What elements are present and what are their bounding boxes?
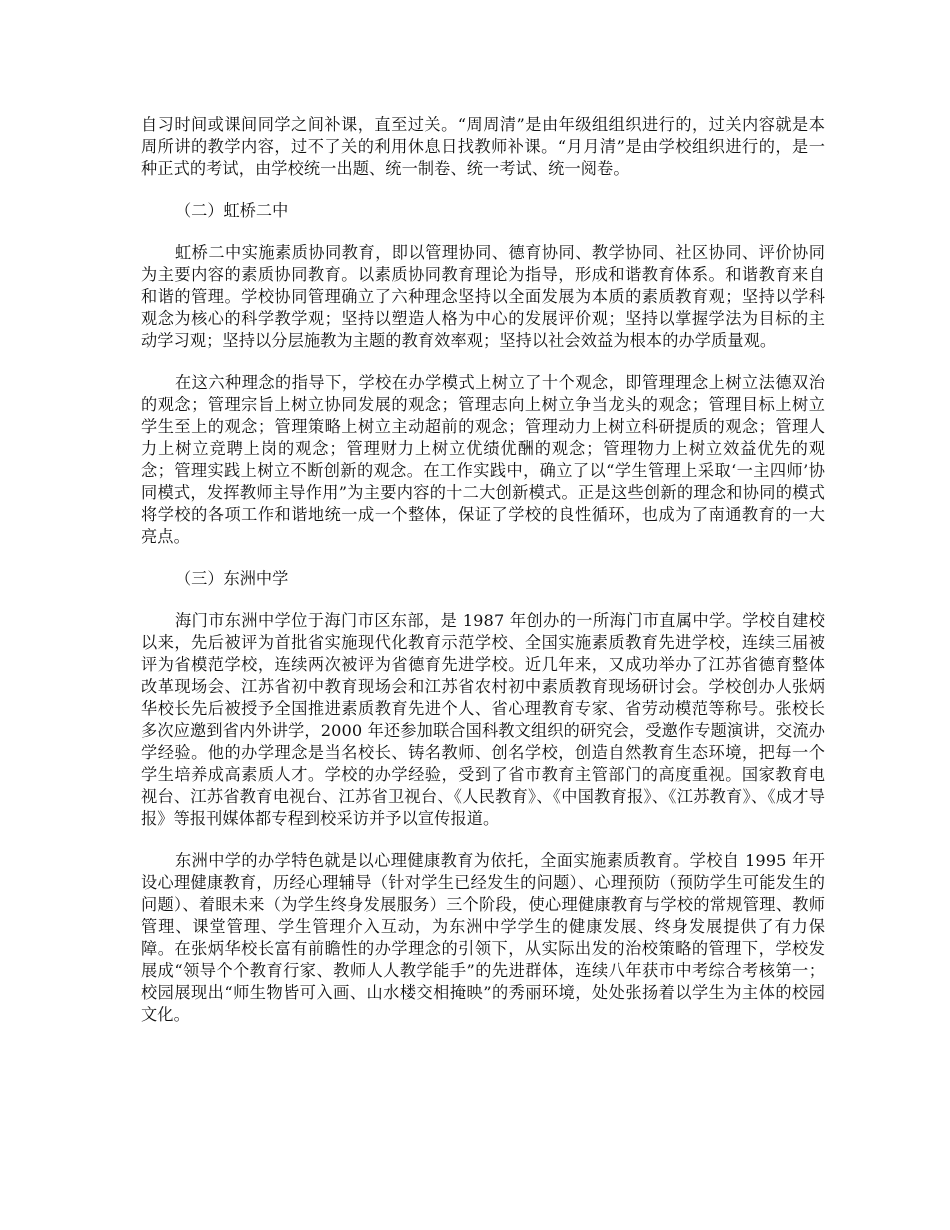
paragraph-continuation: 自习时间或课间同学之间补课，直至过关。“周周清”是由年级组组织进行的，过关内容就是本周所讲的教学内容，过不了关的利用休息日找教师补课。“月月清”是由学校组织进行的，是一种正式的考试，由学校统一出题、统一制卷、统一考试、统一阅卷。: [141, 115, 825, 178]
paragraph-hongqiao-intro: 虹桥二中实施素质协同教育，即以管理协同、德育协同、教学协同、社区协同、评价协同为主要内容的素质协同教育。以素质协同教育理论为指导，形成和谐教育体系。和谐教育来自和谐的管理。学校协同管理确立了六种理念坚持以全面发展为本质的素质教育观；坚持以学科观念为核心的科学教学观；坚持以塑造人格为中心的发展评价观；坚持以掌握学法为目标的主动学习观；坚持以分层施教为主题的教育效率观；坚持以社会效益为根本的办学质量观。: [141, 243, 825, 350]
paragraph-hongqiao-concepts: 在这六种理念的指导下，学校在办学模式上树立了十个观念，即管理理念上树立法德双治的观念；管理宗旨上树立协同发展的观念；管理志向上树立争当龙头的观念；管理目标上树立学生至上的观念；管理策略上树立主动超前的观念；管理动力上树立科研提质的观念；管理人力上树立竞聘上岗的观念；管理财力上树立优绩优酬的观念；管理物力上树立效益优先的观念；管理实践上树立不断创新的观念。在工作实践中，确立了以“学生管理上采取‘一主四师’协同模式，发挥教师主导作用”为主要内容的十二大创新模式。正是这些创新的理念和协同的模式将学校的各项工作和谐地统一成一个整体，保证了学校的良性循环，也成为了南通教育的一大亮点。: [141, 373, 825, 546]
document-page: [141, 114, 825, 1046]
paragraph-dongzhou-intro: 海门市东洲中学位于海门市区东部，是 1987 年创办的一所海门市直属中学。学校自建校以来，先后被评为首批省实施现代化教育示范学校、全国实施素质教育先进学校，连续三届被评为省模范学校，连续两次被评为省德育先进学校。近几年来，又成功举办了江苏省德育整体改革现场会、江苏省初中教育现场会和江苏省农村初中素质教育现场研讨会。学校创办人张炳华校长先后被授予全国推进素质教育先进个人、省心理教育专家、省劳动模范等称号。张校长多次应邀到省内外讲学，2000 年还参加联合国科教文组织的研究会，受邀作专题演讲，交流办学经验。他的办学理念是当名校长、铸名教师、创名学校，创造自然教育生态环境，把每一个学生培养成高素质人才。学校的办学经验，受到了省市教育主管部门的高度重视。国家教育电视台、江苏省教育电视台、江苏省卫视台、《人民教育》、《中国教育报》、《江苏教育》、《成才导报》等报刊媒体都专程到校采访并予以宣传报道。: [141, 611, 825, 828]
section-heading-dongzhou: （三）东洲中学: [175, 569, 289, 588]
paragraph-dongzhou-features: 东洲中学的办学特色就是以心理健康教育为依托，全面实施素质教育。学校自 1995 年开设心理健康教育，历经心理辅导（针对学生已经发生的问题）、心理预防（预防学生可能发生的问题）、着眼未来（为学生终身发展服务）三个阶段，使心理健康教育与学校的常规管理、教师管理、课堂管理、学生管理介入互动，为东洲中学学生的健康发展、终身发展提供了有力保障。在张炳华校长富有前瞻性的办学理念的引领下，从实际出发的治校策略的管理下，学校发展成“领导个个教育行家、教师人人教学能手”的先进群体，连续八年获市中考综合考核第一；校园展现出“师生物皆可入画、山水楼交相掩映”的秀丽环境，处处张扬着以学生为主体的校园文化。: [141, 851, 825, 1024]
section-heading-hongqiao-no2: （二）虹桥二中: [175, 201, 289, 220]
